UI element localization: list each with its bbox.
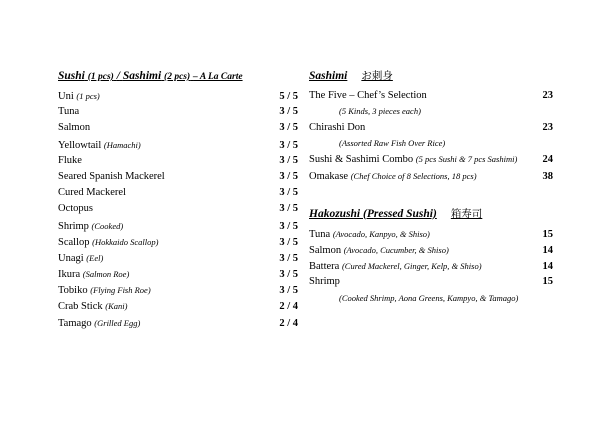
menu-item-price: 5 / 5 [279,91,298,102]
menu-item [58,185,298,201]
menu-item-price: 14 [542,261,553,273]
menu-item-price: 3 / 5 [279,220,298,232]
item-name-text: Chirashi Don [309,121,366,133]
heading-a-la-carte: – A La Carte [193,72,243,82]
item-name-text: Sushi & Sashimi Combo [309,154,414,166]
item-description: (Kani) [105,301,128,312]
menu-item-name [58,88,100,105]
menu-item [58,282,298,298]
menu-item-name [58,104,79,120]
menu-item [58,234,298,250]
heading-sashimi-count: (2 pcs) [164,72,191,82]
item-description: (Hokkaido Scallop) [92,236,159,247]
item-name-text: Salmon [309,244,342,256]
menu-item-price: 2 / 4 [279,317,298,329]
item-name-text: Tuna [309,228,331,240]
section-gap [309,184,553,206]
menu-item-name [309,151,517,168]
item-name-text: Omakase [309,170,349,182]
sashimi-heading-text: Sashimi [309,70,348,82]
item-description: (Avocado, Kanpyo, & Shiso) [332,228,430,239]
item-note: (Assorted Raw Fish Over Rice) [339,137,446,148]
menu-item-price: 3 / 5 [279,154,298,166]
item-name-text: Yellowtail [58,139,102,151]
menu-item [309,120,553,136]
menu-item [309,242,553,258]
menu-item-price: 3 / 5 [279,236,298,248]
heading-sashimi: Sashimi [122,70,162,82]
menu-item-price: 3 / 5 [279,285,298,297]
item-description: (Hamachi) [103,139,141,150]
menu-item [309,88,553,104]
item-name-text: Scallop [58,236,90,248]
menu-item [309,151,553,167]
menu-item-price: 24 [542,154,553,166]
menu-item [58,137,298,153]
menu-item-name [58,298,127,315]
menu-item-price: 23 [542,121,553,133]
item-description: (Grilled Egg) [94,317,141,328]
menu-item-price: 3 / 5 [279,203,298,215]
item-name-text: Shrimp [58,220,89,232]
item-name-text: Tamago [58,317,92,329]
menu-item-price: 38 [542,170,553,182]
item-description: (Salmon Roe) [82,269,130,280]
menu-item-price: 3 / 5 [279,252,298,264]
menu-item-name [58,282,151,299]
item-description: (Eel) [86,252,104,263]
menu-item [58,250,298,266]
item-description: (1 pcs) [76,91,100,101]
item-name-text: Ikura [58,269,81,281]
heading-separator: / [116,70,120,82]
menu-item-name [309,88,427,104]
item-name-text: Shrimp [309,276,340,288]
sushi-sashimi-heading [58,68,298,88]
menu-item [309,168,553,184]
right-column [309,68,553,306]
menu-item-name [309,274,340,290]
menu-item-price: 14 [542,244,553,256]
hakozushi-list [309,226,553,291]
menu-item [58,201,298,217]
menu-item-price: 3 / 5 [279,269,298,281]
item-name-text: Unagi [58,252,84,264]
sashimi-heading [309,68,553,88]
heading-sushi: Sushi [58,70,85,82]
item-name-text: Tuna [58,106,80,118]
item-description: (Avocado, Cucumber, & Shiso) [343,244,449,255]
menu-item-name [309,226,430,243]
menu-item-price: 3 / 5 [279,106,298,118]
item-name-text: Fluke [58,154,82,166]
menu-item [309,258,553,274]
menu-item-price: 2 / 4 [279,301,298,313]
item-description: (Cooked) [91,220,124,231]
hakozushi-heading [309,206,553,226]
menu-item [58,315,298,331]
menu-item-name [58,153,82,169]
item-name-text: The Five – Chef’s Selection [309,90,427,101]
menu-item-name [309,168,477,185]
item-name-text: Crab Stick [58,301,103,313]
heading-sushi-count: (1 pcs) [87,72,114,82]
sushi-sashimi-column [58,68,298,331]
menu-item [309,226,553,242]
item-name-text: Uni [58,91,74,102]
menu-item-name [58,137,141,154]
sashimi-heading-japanese: お刺身 [361,70,393,82]
hakozushi-shrimp-note: (Cooked Shrimp, Aona Greens, Kampyo, & Tamago) [339,292,519,303]
menu-item [309,274,553,290]
menu-item-name [58,201,93,217]
sashimi-list [309,88,553,184]
menu-item-name [309,258,482,275]
menu-item-name [58,218,123,235]
menu-item-price: 23 [542,90,553,101]
menu-item-name [58,120,90,136]
item-name-text: Tobiko [58,285,88,297]
menu-item-price: 3 / 5 [279,122,298,134]
menu-item-name [58,315,140,332]
item-name-text: Battera [309,261,340,273]
menu-item [58,153,298,169]
menu-item-name [58,185,126,201]
item-note: (5 Kinds, 3 pieces each) [339,106,421,117]
menu-item-name [58,250,103,267]
item-name-text: Octopus [58,203,93,215]
item-name-text: Seared Spanish Mackerel [58,170,165,182]
menu-item-price: 15 [542,228,553,240]
item-description: (5 pcs Sushi & 7 pcs Sashimi) [415,154,518,165]
item-name-text: Salmon [58,122,91,134]
menu-item [58,104,298,120]
menu-item [58,298,298,314]
menu-item [58,88,298,104]
a-la-carte-list [58,88,298,331]
menu-item [58,120,298,136]
menu-item-price: 3 / 5 [279,170,298,182]
item-description: (Chef Choice of 8 Selections, 18 pcs) [350,170,477,181]
menu-item [58,169,298,185]
hakozushi-heading-text: Hakozushi (Pressed Sushi) [309,207,437,220]
hakozushi-heading-japanese: 箱寿司 [450,207,483,220]
menu-item [58,218,298,234]
item-name-text: Cured Mackerel [58,187,126,199]
menu-item-price: 15 [542,276,553,288]
menu-item-name [58,169,165,185]
menu-item-name [58,234,158,251]
menu-item-name [309,120,365,136]
menu-item-price: 3 / 5 [279,187,298,199]
menu-item [58,266,298,282]
item-description: (Flying Fish Roe) [90,285,151,296]
menu-item-name [309,242,449,259]
menu-item-name [58,266,129,283]
menu-item-price: 3 / 5 [279,139,298,151]
item-description: (Cured Mackerel, Ginger, Kelp, & Shiso) [341,261,482,272]
